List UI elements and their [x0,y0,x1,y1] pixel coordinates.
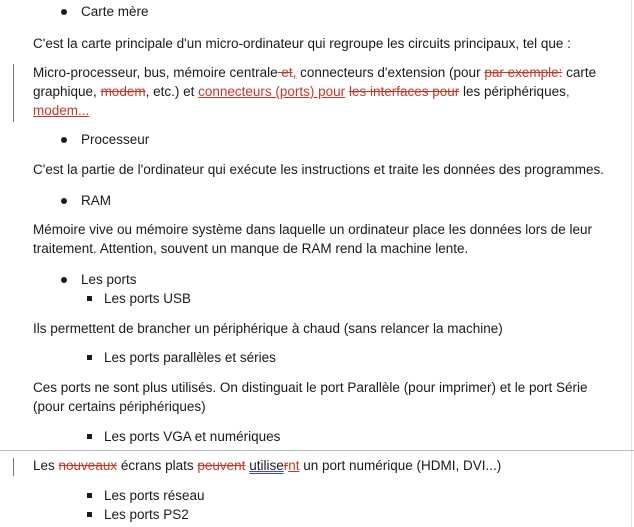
text-run: carte [562,65,597,80]
heading-ports-ps2: Les ports PS2 [104,507,189,522]
deleted-text[interactable]: nouveaux [58,458,118,473]
text-run: Micro-processeur, bus, mémoire centrale [33,65,278,80]
inserted-text[interactable]: , [292,65,297,80]
paragraph-ports-paralleles-line1: Ces ports ne sont plus utilisés. On distinguait le port Parallèle (pour imprimer) et le port Série [33,380,588,395]
bullet-dot-icon [61,137,67,143]
deleted-text[interactable]: modem [100,84,146,99]
paragraph-ram-line2: traitement. Attention, souvent un manque de RAM rend la machine lente. [33,241,469,256]
paragraph-carte-mere-intro: C'est la carte principale d'un micro-ordinateur qui regroupe les circuits principaux, tel que : [33,36,571,51]
paragraph-processeur: C'est la partie de l'ordinateur qui exécute les instructions et traite les données des programmes. [33,162,604,177]
bullet-dot-icon [61,277,67,283]
page-edge-line [631,0,632,527]
text-run: graphique, [33,84,101,99]
heading-ports-vga: Les ports VGA et numériques [104,429,281,444]
text-run: écrans plats [117,458,198,473]
deleted-text[interactable]: et [277,65,293,80]
paragraph-carte-mere-line2 [33,83,570,101]
heading-processeur: Processeur [81,132,150,147]
deleted-text[interactable]: par exemple: [484,65,563,80]
bullet-dot-icon [61,9,67,15]
heading-carte-mere: Carte mère [81,4,149,19]
bullet-square-icon [87,493,92,498]
change-bar [13,64,14,122]
inserted-text[interactable]: connecteurs (ports) pour [198,84,346,99]
inserted-text[interactable]: nt [288,458,300,473]
deleted-text[interactable]: peuvent [197,458,246,473]
deleted-text[interactable]: r [283,458,289,473]
text-run: un port numérique (HDMI, DVI...) [299,458,502,473]
paragraph-carte-mere-line3 [33,102,89,120]
spellcheck-text[interactable]: utilise [249,458,284,473]
paragraph-ram-line1: Mémoire vive ou mémoire système dans laquelle un ordinateur place les données lors de leur [33,222,593,237]
bullet-dot-icon [61,198,67,204]
inserted-text[interactable]: .. [81,103,90,118]
paragraph-ports-usb: Ils permettent de brancher un périphérique à chaud (sans relancer la machine) [33,321,503,336]
deleted-text[interactable]: les interfaces pour [348,84,460,99]
text-run: , etc.) et [145,84,199,99]
inserted-text[interactable]: , [565,84,570,99]
heading-ports-paralleles: Les ports parallèles et séries [104,350,276,365]
text-run: les périphériques [459,84,566,99]
bullet-square-icon [87,434,92,439]
text-run: Les [33,458,59,473]
inserted-text[interactable]: modem [33,103,79,118]
bullet-square-icon [87,296,92,301]
heading-ram: RAM [81,193,111,208]
heading-ports-reseau: Les ports réseau [104,488,205,503]
page-break-line [0,450,634,451]
text-run: connecteurs d'extension (pour [296,65,485,80]
bullet-square-icon [87,355,92,360]
bullet-square-icon [87,512,92,517]
heading-ports: Les ports [81,272,137,287]
paragraph-carte-mere-line1 [33,64,596,82]
inserted-text[interactable]: . [78,103,82,118]
change-bar [13,458,14,476]
paragraph-ports-paralleles-line2: (pour certains périphériques) [33,399,206,414]
paragraph-ports-vga [33,457,501,475]
heading-ports-usb: Les ports USB [104,291,192,306]
